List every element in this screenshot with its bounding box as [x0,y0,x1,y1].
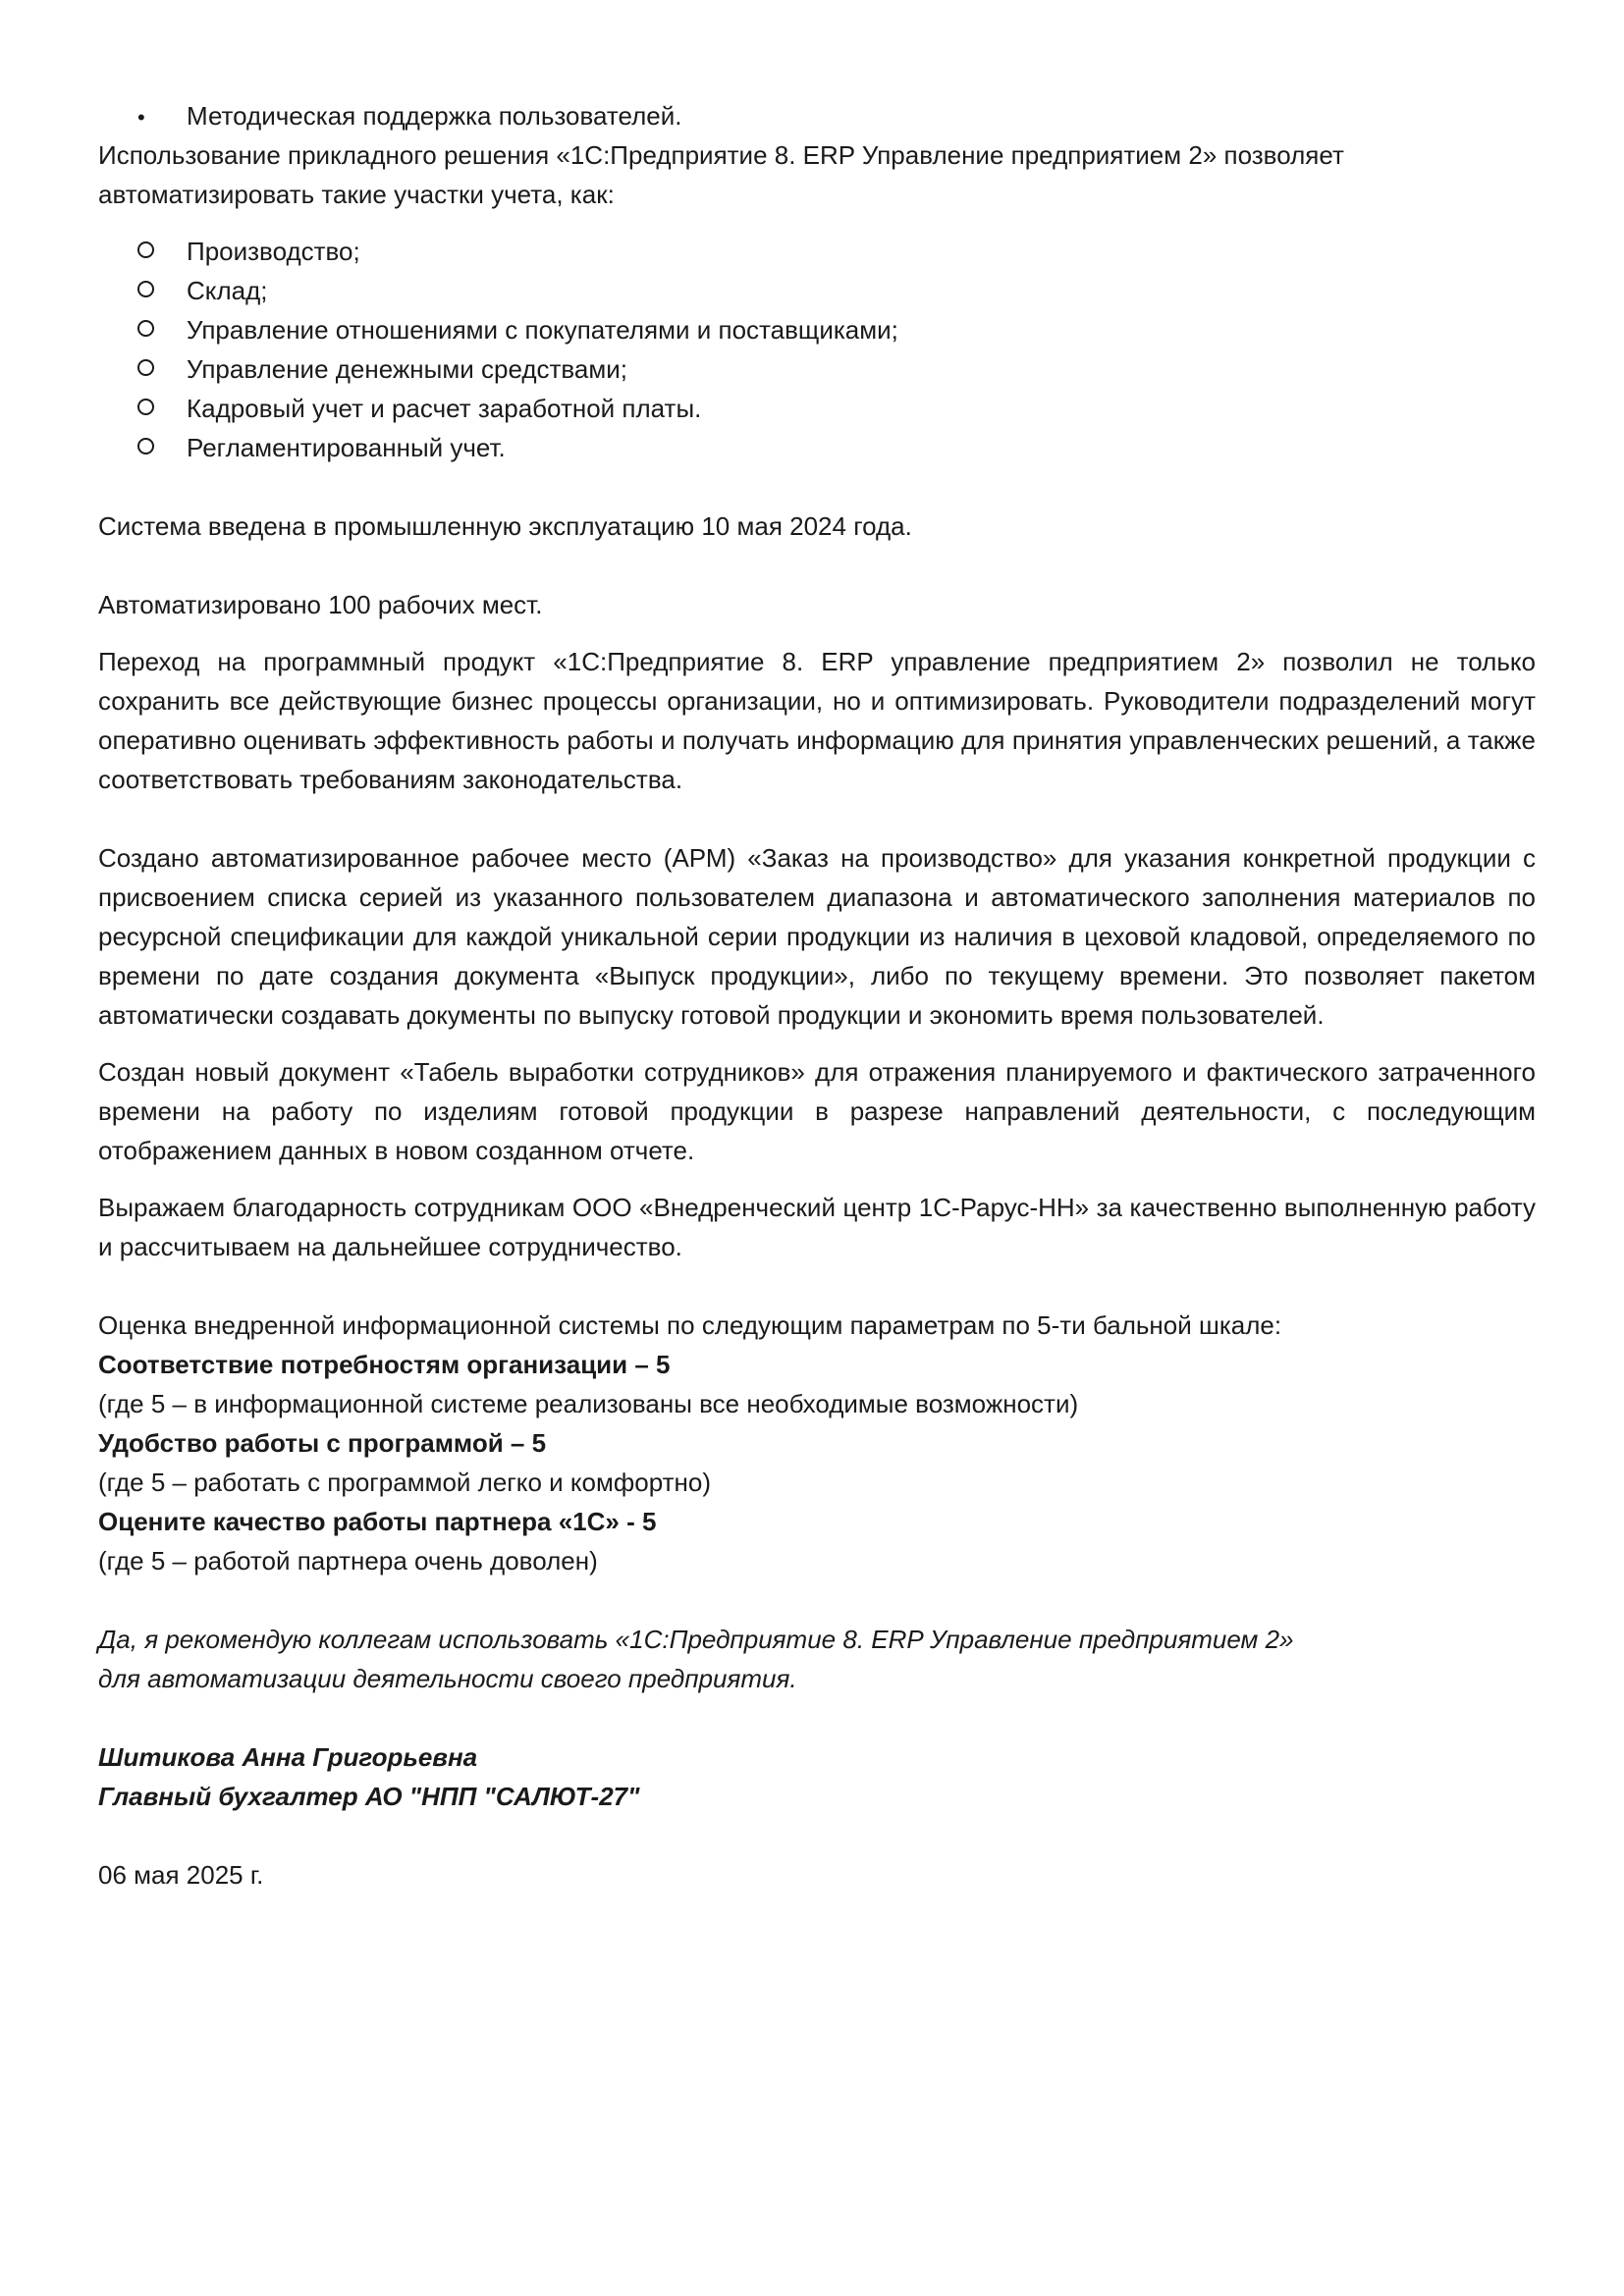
list-item-text: Управление денежными средствами; [187,354,628,384]
areas-list [98,232,1536,467]
rating-title: Оцените качество работы партнера «1С» - 5 [98,1507,657,1536]
list-item [98,232,1536,271]
list-item-text: Регламентированный учет. [187,433,506,462]
list-item-text: Кадровый учет и расчет заработной платы. [187,394,702,423]
circle-bullet-icon [137,273,187,312]
rating-intro: Оценка внедренной информационной системы по следующим параметрам по 5-ти бальной шкале: [98,1310,1282,1340]
circle-bullet-icon [137,351,187,391]
timesheet-paragraph: Создан новый документ «Табель выработки сотрудников» для отражения планируемого и фактического затраченного времени на работу по изделиям готовой продукции в разрезе направлений деятельности, с последующим отображением данных в новом созданном отчете. [98,1057,1536,1165]
list-item-text: Управление отношениями с покупателями и поставщиками; [187,315,898,345]
document-date: 06 мая 2025 г. [98,1860,264,1890]
transition-paragraph: Переход на программный продукт «1С:Предприятие 8. ERP управление предприятием 2» позволил не только сохранить все действующие бизнес процессы организации, но и оптимизировать. Руководители подразделений могут оперативно оценивать эффективность работы и получать информацию для принятия управленческих решений, а также соответствовать требованиям законодательства. [98,647,1536,794]
workplaces-statement: Автоматизировано 100 рабочих мест. [98,590,543,619]
circle-bullet-icon [137,312,187,351]
circle-bullet-icon [137,234,187,273]
rating-section [98,1306,1536,1580]
circle-bullet-icon [137,391,187,430]
recommendation-line-2: для автоматизации деятельности своего предприятия. [98,1664,797,1693]
list-item [98,389,1536,428]
signatory-position: Главный бухгалтер АО "НПП "САЛЮТ-27" [98,1782,640,1811]
recommendation-line-1: Да, я рекомендую коллегам использовать «1С:Предприятие 8. ERP Управление предприятием 2» [98,1625,1294,1654]
signature-block [98,1737,1536,1816]
rating-note: (где 5 – работать с программой легко и комфортно) [98,1468,711,1497]
bullet-icon: • [137,105,145,130]
intro-line-2: автоматизировать такие участки учета, как: [98,180,615,209]
rating-title: Соответствие потребностям организации – 5 [98,1350,671,1379]
list-item-text: Методическая поддержка пользователей. [187,101,682,131]
launch-date-statement: Система введена в промышленную эксплуатацию 10 мая 2024 года. [98,511,912,541]
intro-line-1: Использование прикладного решения «1С:Предприятие 8. ERP Управление предприятием 2» позволяет [98,140,1344,170]
rating-note: (где 5 – работой партнера очень доволен) [98,1546,598,1575]
list-item [98,428,1536,467]
list-item [98,349,1536,389]
letter-page [98,96,1536,1895]
recommendation [98,1620,1536,1698]
list-item [98,271,1536,310]
list-item-text: Производство; [187,237,360,266]
gratitude-paragraph: Выражаем благодарность сотрудникам ООО «Внедренческий центр 1С-Рарус-НН» за качественно выполненную работу и рассчитываем на дальнейшее сотрудничество. [98,1193,1536,1261]
rating-note: (где 5 – в информационной системе реализованы все необходимые возможности) [98,1389,1079,1418]
list-item-text: Склад; [187,276,268,305]
list-item-top [98,96,1536,135]
signatory-name: Шитикова Анна Григорьевна [98,1742,478,1772]
list-item [98,310,1536,349]
circle-bullet-icon [137,430,187,469]
rating-title: Удобство работы с программой – 5 [98,1428,547,1458]
arm-paragraph: Создано автоматизированное рабочее место (АРМ) «Заказ на производство» для указания конкретной продукции с присвоением списка серией из указанного пользователем диапазона и автоматического заполнения материалов по ресурсной спецификации для каждой уникальной серии продукции из наличия в цеховой кладовой, определяемого по времени по дате создания документа «Выпуск продукции», либо по текущему времени. Это позволяет пакетом автоматически создавать документы по выпуску готовой продукции и экономить время пользователей. [98,843,1536,1030]
